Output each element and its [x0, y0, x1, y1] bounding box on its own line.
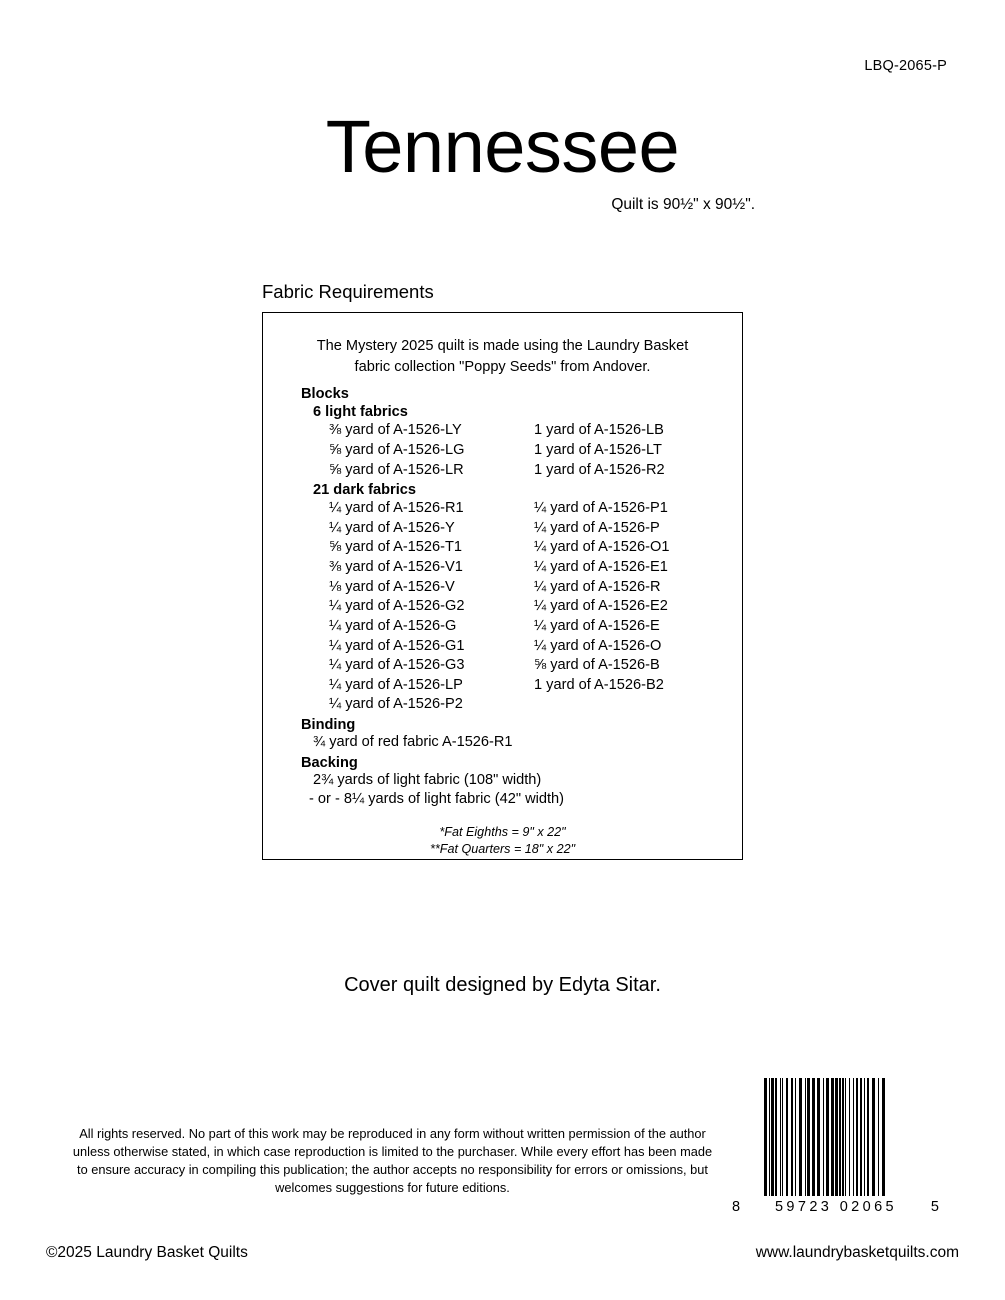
list-item: [329, 676, 724, 696]
fabric-entry: ¼ yard of A-1526-O: [534, 637, 662, 654]
list-item: [329, 538, 724, 558]
blocks-heading: Blocks: [301, 386, 349, 403]
fabric-entry: 1 yard of A-1526-B2: [534, 676, 664, 693]
list-item: [329, 578, 724, 598]
fabric-entry: ¼ yard of A-1526-R: [534, 578, 661, 595]
fabric-entry: ⅜ yard of A-1526-V1: [329, 559, 463, 576]
list-item: [329, 617, 724, 637]
sku-code: LBQ-2065-P: [864, 58, 947, 74]
list-item: [329, 461, 724, 481]
fabric-requirements-box: [262, 312, 743, 860]
fabric-entry: ¼ yard of A-1526-R1: [329, 500, 464, 517]
list-item: [329, 519, 724, 539]
fat-eighths-note: *Fat Eighths = 9" x 22": [439, 824, 566, 839]
dark-fabrics-heading: 21 dark fabrics: [313, 482, 417, 499]
list-item: [329, 421, 724, 441]
fabric-entry: ¼ yard of A-1526-G2: [329, 598, 465, 615]
list-item: [329, 441, 724, 461]
fabric-requirements-label: Fabric Requirements: [262, 281, 434, 302]
list-item: [329, 499, 724, 519]
fabric-entry: ⅝ yard of A-1526-B: [534, 657, 660, 674]
barcode-bars: [764, 1078, 956, 1196]
backing-option-2: - or - 8¼ yards of light fabric (42" width): [309, 791, 564, 808]
fabric-entry: ¼ yard of A-1526-E2: [534, 598, 668, 615]
list-item: [329, 656, 724, 676]
website-text: www.laundrybasketquilts.com: [755, 1244, 959, 1261]
list-item: [329, 695, 724, 715]
light-fabrics-list: [329, 421, 724, 480]
fabric-entry: ¼ yard of A-1526-LP: [329, 676, 463, 693]
page-title: Tennessee: [325, 105, 680, 188]
collection-intro-line2: fabric collection "Poppy Seeds" from Andover.: [354, 359, 651, 376]
fabric-entry: ⅛ yard of A-1526-V: [329, 578, 455, 595]
fabric-entry: 1 yard of A-1526-R2: [534, 461, 665, 478]
backing-option-1: 2¾ yards of light fabric (108" width): [313, 771, 542, 788]
fabric-entry: ¼ yard of A-1526-G: [329, 617, 457, 634]
barcode: [732, 1078, 947, 1215]
barcode-left-digit: 8: [732, 1199, 742, 1215]
barcode-digits: [732, 1199, 940, 1215]
collection-intro-line1: The Mystery 2025 quilt is made using the Laundry Basket: [316, 338, 689, 354]
fabric-entry: ¼ yard of A-1526-E1: [534, 559, 668, 576]
fabric-entry: [534, 695, 724, 715]
fabric-entry: ¼ yard of A-1526-E: [534, 617, 660, 634]
fabric-entry: ⅝ yard of A-1526-T1: [329, 539, 463, 556]
dark-fabrics-list: [329, 499, 724, 715]
binding-heading: Binding: [301, 717, 356, 734]
copyright-text: ©2025 Laundry Basket Quilts: [46, 1244, 248, 1261]
collection-intro: [295, 336, 710, 378]
designer-credit: Cover quilt designed by Edyta Sitar.: [344, 974, 661, 996]
fabric-entry: ¼ yard of A-1526-Y: [329, 519, 455, 536]
barcode-right-digit: 5: [930, 1199, 940, 1215]
fabric-entry: ¼ yard of A-1526-P2: [329, 696, 463, 713]
fabric-entry: 1 yard of A-1526-LT: [534, 441, 662, 458]
fabric-entry: 1 yard of A-1526-LB: [534, 422, 664, 439]
fabric-entry: ¼ yard of A-1526-O1: [534, 539, 670, 556]
fabric-notes: [281, 824, 724, 858]
rights-notice: All rights reserved. No part of this work may be reproduced in any form without written permission of the author unless otherwise stated, in which case reproduction is limited to the purchaser. While every effort has been made to ensure accuracy in compiling this publication; the author accepts no responsibility for errors or omissions, but welcomes suggestions for future editions.: [72, 1126, 713, 1196]
fabric-entry: ⅜ yard of A-1526-LY: [329, 422, 462, 439]
fat-quarters-note: **Fat Quarters = 18" x 22": [429, 841, 576, 856]
list-item: [329, 597, 724, 617]
list-item: [329, 558, 724, 578]
list-item: [329, 637, 724, 657]
quilt-size-subtitle: Quilt is 90½" x 90½".: [611, 196, 755, 213]
fabric-entry: ⅝ yard of A-1526-LR: [329, 461, 464, 478]
fabric-entry: ¼ yard of A-1526-G3: [329, 657, 465, 674]
fabric-entry: ¼ yard of A-1526-P: [534, 519, 660, 536]
fabric-entry: ⅝ yard of A-1526-LG: [329, 441, 465, 458]
backing-heading: Backing: [301, 754, 358, 771]
barcode-middle-digits: 59723 02065: [774, 1199, 898, 1215]
fabric-entry: ¼ yard of A-1526-P1: [534, 500, 668, 517]
light-fabrics-heading: 6 light fabrics: [313, 404, 408, 421]
fabric-entry: ¼ yard of A-1526-G1: [329, 637, 465, 654]
binding-text: ¾ yard of red fabric A-1526-R1: [313, 734, 513, 751]
